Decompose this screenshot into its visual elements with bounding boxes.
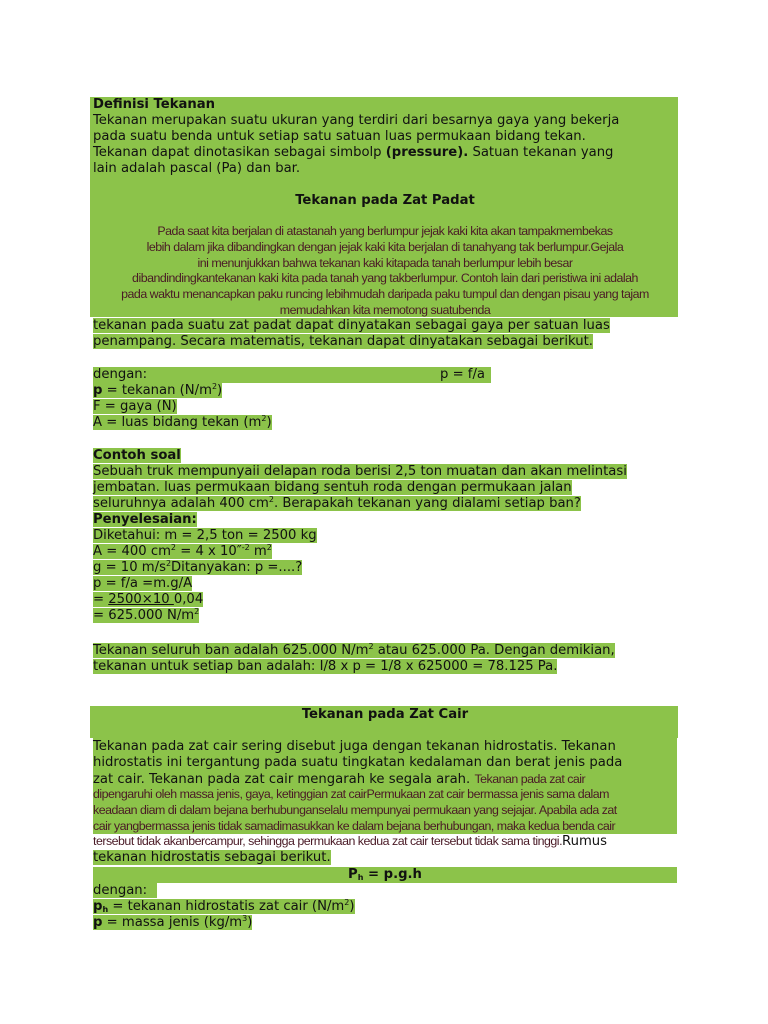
var-p: p = tekanan $(N/m^2)$ xyxy=(93,382,223,398)
contoh-line-1: Sebuah truk mempunyaii delapan roda berisi 2,5 ton muatan dan akan melintasi xyxy=(93,464,627,479)
contoh-title: Contoh soal xyxy=(93,448,181,463)
cair-dengan: dengan: xyxy=(93,883,157,899)
var-f: F = gaya (N) xyxy=(93,399,177,414)
padat-formula: p = f/a xyxy=(440,367,485,382)
result-line-2: tekanan untuk setiap ban adalah: I/8 x p = 1/8 x 625000 = 78.125 Pa. xyxy=(93,659,558,674)
contoh-line-2: jembatan. luas permukaan bidang sentuh roda dengan permukaan jalan xyxy=(93,480,572,495)
step-formula: p = f/a =m.g/A xyxy=(93,576,193,591)
cair-narrow-line: dipengaruhi oleh massa jenis, gaya, ketinggian zat cairPermukaan zat cair bermassa jenis sama dalam xyxy=(93,787,609,801)
padat-narrow-line: pada waktu menancapkan paku runcing lebihmudah daripada paku tumpul dan dengan pisau yang tajam xyxy=(121,287,649,302)
padat-narrow-line: lebih dalam jika dibandingkan dengan jejak kaki kita berjalan di tanahyang tak berlumpur.Gejala xyxy=(146,239,624,254)
step-diketahui: Diketahui: m = 2,5 ton = 2500 kg xyxy=(93,528,317,543)
var-a: A = luas bidang tekan $(m^2)$ xyxy=(93,414,272,430)
padat-narrow-line: memudahkan kita memotong suatubenda xyxy=(279,302,491,317)
padat-narrow-line: dibandindingkantekanan kaki kita pada tanah yang takberlumpur. Contoh lain dari peristiwa ini adalah xyxy=(132,271,638,286)
cair-line-3: zat cair. Tekanan pada zat cair mengarah ke segala arah. Tekanan pada zat cair xyxy=(93,772,586,787)
cair-narrow-line: keadaan diam di dalam bejana berhubunganselalu mempunyai permukaan yang sejajar. Apabila ada zat xyxy=(93,802,617,817)
padat-heading: Tekanan pada Zat Padat xyxy=(295,193,475,208)
cair-narrow-line: cair yangbermassa jenis tidak samadimasukkan ke dalam bejana berhubungan, maka kedua benda cair xyxy=(93,818,616,833)
pressure-term: (pressure). xyxy=(385,145,469,160)
definisi-line-2: pada suatu benda untuk setiap satu satuan luas permukaan bidang tekan. xyxy=(93,129,586,144)
cair-var-ph: $p_h$ = tekanan hidrostatis zat cair $(N/m^2)$ xyxy=(93,898,355,914)
contoh-line-3: seluruhnya adalah 400 $cm^2$. Berapakah tekanan yang dialami setiap ban? xyxy=(93,495,581,511)
cair-line-2: hidrostatis ini tergantung pada suatu tingkatan kedalaman dan berat jenis pada xyxy=(93,755,623,770)
cair-narrow-line: tersebut tidak akanbercampur, sehingga permukaan kedua zat cair tersebut tidak sama tinggi.Rumus xyxy=(93,834,608,850)
step-gravity: g = 10 $m/s^2Ditanyakan$: p =....? xyxy=(93,559,303,575)
cair-rumus-line: tekanan hidrostatis sebagai berikut. xyxy=(93,850,331,865)
padat-narrow-paragraph xyxy=(96,224,674,319)
definisi-line-3: Tekanan dapat dinotasikan sebagai simbolp (pressure). Satuan tekanan yang xyxy=(93,145,614,160)
cair-var-p: p = massa jenis $(kg/m^3)$ xyxy=(93,914,253,930)
padat-narrow-line: ini menunjukkan bahwa tekanan kaki kitapada tanah berlumpur lebih besar xyxy=(197,255,573,270)
cair-line-1: Tekanan pada zat cair sering disebut juga dengan tekanan hidrostatis. Tekanan xyxy=(93,739,616,754)
padat-line-2: penampang. Secara matematis, tekanan dapat dinyatakan sebagai berikut. xyxy=(93,334,593,349)
padat-narrow-line: Pada saat kita berjalan di atastanah yang berlumpur jejak kaki kita akan tampakmembekas xyxy=(157,224,613,238)
result-line-1: Tekanan seluruh ban adalah 625.000 $N/m^2$ atau 625.000 Pa. Dengan demikian, xyxy=(93,642,615,658)
definisi-title: Definisi Tekanan xyxy=(93,97,216,112)
step-answer: = 625.000 $N/m^2$ xyxy=(93,607,200,623)
padat-line-1: tekanan pada suatu zat padat dapat dinyatakan sebagai gaya per satuan luas xyxy=(93,318,610,333)
padat-dengan: dengan: xyxy=(93,367,148,382)
definisi-line-1: Tekanan merupakan suatu ukuran yang terdiri dari besarnya gaya yang bekerja xyxy=(93,113,620,128)
cair-heading: Tekanan pada Zat Cair xyxy=(301,707,469,722)
penyelesaian-label: Penyelesaian: xyxy=(93,512,197,527)
definisi-line-4: lain adalah pascal (Pa) dan bar. xyxy=(93,161,301,176)
step-area: A = 400 $cm^2 = 4$ x 10″$^{-2}$ $m^2$ xyxy=(93,543,272,559)
dengan-bar xyxy=(93,367,491,383)
cair-formula: $P_h = p.g.h$ xyxy=(348,867,422,882)
cair-narrow-paragraph xyxy=(93,787,617,850)
step-fraction: = 2500×10 0,04 xyxy=(93,592,204,607)
